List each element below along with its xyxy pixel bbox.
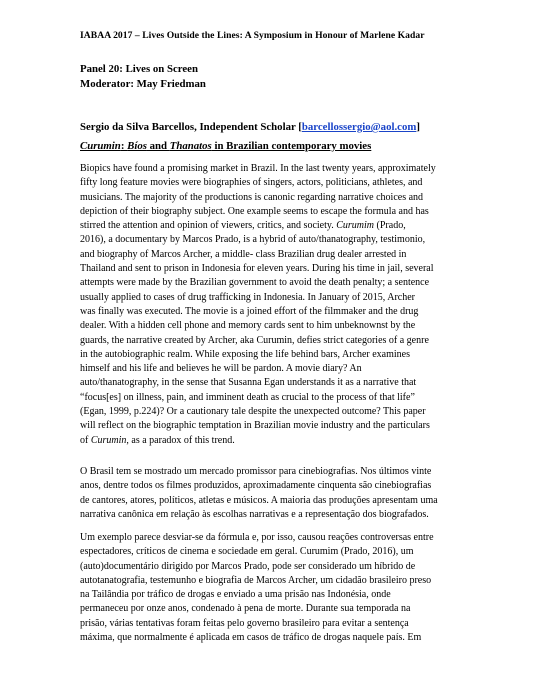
abstract-line: and biography of Marcos Archer, a middle- class Brazilian drug dealer arrested in xyxy=(80,248,407,260)
pt-line: narrativa canônica em relação às escolhas narrativas e a representação dos biografados. xyxy=(80,508,429,520)
pt-line: O Brasil tem se mostrado um mercado promissor para cinebiografias. Nos últimos vinte xyxy=(80,466,432,477)
abstract-line: (Egan, 1999, p.224)? Or a cautionary tale despite the unexpected outcome? This paper xyxy=(80,406,426,418)
pt-line: permaneceu por onze anos, condenado à pena de morte. Durante sua temporada na xyxy=(80,603,411,615)
symposium-header: IABAA 2017 – Lives Outside the Lines: A Symposium in Honour of Marlene Kadar xyxy=(80,30,425,41)
abstract-line: fifty long feature movies were biographies of singers, actors, politicians, athletes, and xyxy=(80,177,423,189)
panel-label: Panel 20: Lives on Screen xyxy=(80,63,198,75)
title-colon: : xyxy=(120,140,128,152)
pt-line: anos, dentre todos os filmes produzidos, aproximadamente cinquenta são cinebiografias xyxy=(80,480,432,492)
title-thanatos: Thanatos xyxy=(169,140,212,152)
abstract-line: depiction of their biography subject. One example seems to escape the formula and has xyxy=(80,205,429,217)
pt-line: de cantores, atores, políticos, atletas e músicos. A maioria das produções apresentam uma xyxy=(80,494,438,506)
portuguese-paragraph-2 xyxy=(80,531,466,645)
abstract-line: dealer. With a hidden cell phone and memory cards sent to him unbeknownst by the xyxy=(80,320,416,332)
paper-title xyxy=(80,140,371,152)
abstract-line: auto/thanatography, in the sense that Susanna Egan understands it as a narrative that xyxy=(80,377,417,389)
pt-line: máxima, que normalmente é aplicada em casos de tráfico de drogas naquele país. Em xyxy=(80,632,422,644)
abstract-text: of xyxy=(80,434,89,446)
author-line xyxy=(80,121,420,133)
abstract-line: Thailand and sent to prison in Indonesia for eleven years. During his time in jail, several xyxy=(80,263,434,275)
pt-line: (auto)documentário dirigido por Marcos Prado, pode ser considerado um híbrido de xyxy=(80,560,416,572)
panel-info xyxy=(80,62,206,92)
pt-line: na Tailândia por tráfico de drogas e enviado a uma prisão nas Indonésia, onde xyxy=(80,589,391,601)
abstract-line: attempts were made by the Brazilian government to avoid the death penalty; a sentence xyxy=(80,277,430,289)
abstract-line: 2016), a documentary by Marcos Prado, is a hybrid of auto/thanatography, testimonio, xyxy=(80,234,426,246)
abstract-italic-curumim: Curumim xyxy=(336,220,375,232)
abstract-line: Biopics have found a promising market in Brazil. In the last twenty years, approximately xyxy=(80,163,436,174)
abstract-line: will reflect on the biographic temptation in Brazilian movie industry and the particulars xyxy=(80,420,430,432)
paper-title-segment xyxy=(80,140,371,152)
pt-line: autotanatografia, testemunho e biografia de Marcos Archer, um cidadão brasileiro preso xyxy=(80,574,432,586)
pt-line: prisão, várias tentativas foram feitas pelo governo brasileiro para evitar a sentença xyxy=(80,617,409,629)
title-bios: Bíos xyxy=(127,140,147,152)
abstract-line: musicians. The majority of the productions is canonic regarding narrative choices and xyxy=(80,191,424,203)
abstract-line: himself and his life and believes he will be pardon. A movie diary? An xyxy=(80,363,362,375)
abstract-line: usually applied to cases of drug trafficking in Indonesia. In January of 2015, Archer xyxy=(80,291,415,303)
author-email-link[interactable]: barcellossergio@aol.com xyxy=(301,121,417,133)
abstract-line: was finally was executed. The movie is a joined effort of the filmmaker and the drug xyxy=(80,305,419,317)
abstract-line: in the autobiographic realm. While exposing the life behind bars, Archer examines xyxy=(80,348,410,360)
abstract-line: guards, the narrative created by Archer, aka Curumin, defies strict categories of a genre xyxy=(80,334,429,346)
title-and: and xyxy=(146,140,170,152)
abstract-text: , as a paradox of this trend. xyxy=(126,434,235,446)
title-curumin: Curumin xyxy=(80,140,121,152)
pt-line: espectadores, críticos de cinema e sociedade em geral. Curumim (Prado, 2016), um xyxy=(80,546,414,558)
abstract-line xyxy=(80,219,466,233)
english-abstract xyxy=(80,162,466,448)
portuguese-paragraph-1 xyxy=(80,465,466,522)
abstract-line xyxy=(80,434,466,448)
author-name: Sergio da Silva Barcellos, Independent Scholar [ xyxy=(80,121,302,133)
author-bracket: ] xyxy=(416,121,420,133)
abstract-text: stirred the attention and opinion of viewers, critics, and society. xyxy=(80,220,334,232)
abstract-italic-curumin: Curumin xyxy=(90,434,127,446)
abstract-text: (Prado, xyxy=(374,220,406,232)
abstract-line: “focus[es] on illness, pain, and imminent death as crucial to the process of that life” xyxy=(80,391,415,403)
pt-line: Um exemplo parece desviar-se da fórmula e, por isso, causou reações controversas entre xyxy=(80,532,434,543)
moderator-label: Moderator: May Friedman xyxy=(80,78,206,90)
title-rest: in Brazilian contemporary movies xyxy=(211,140,372,152)
